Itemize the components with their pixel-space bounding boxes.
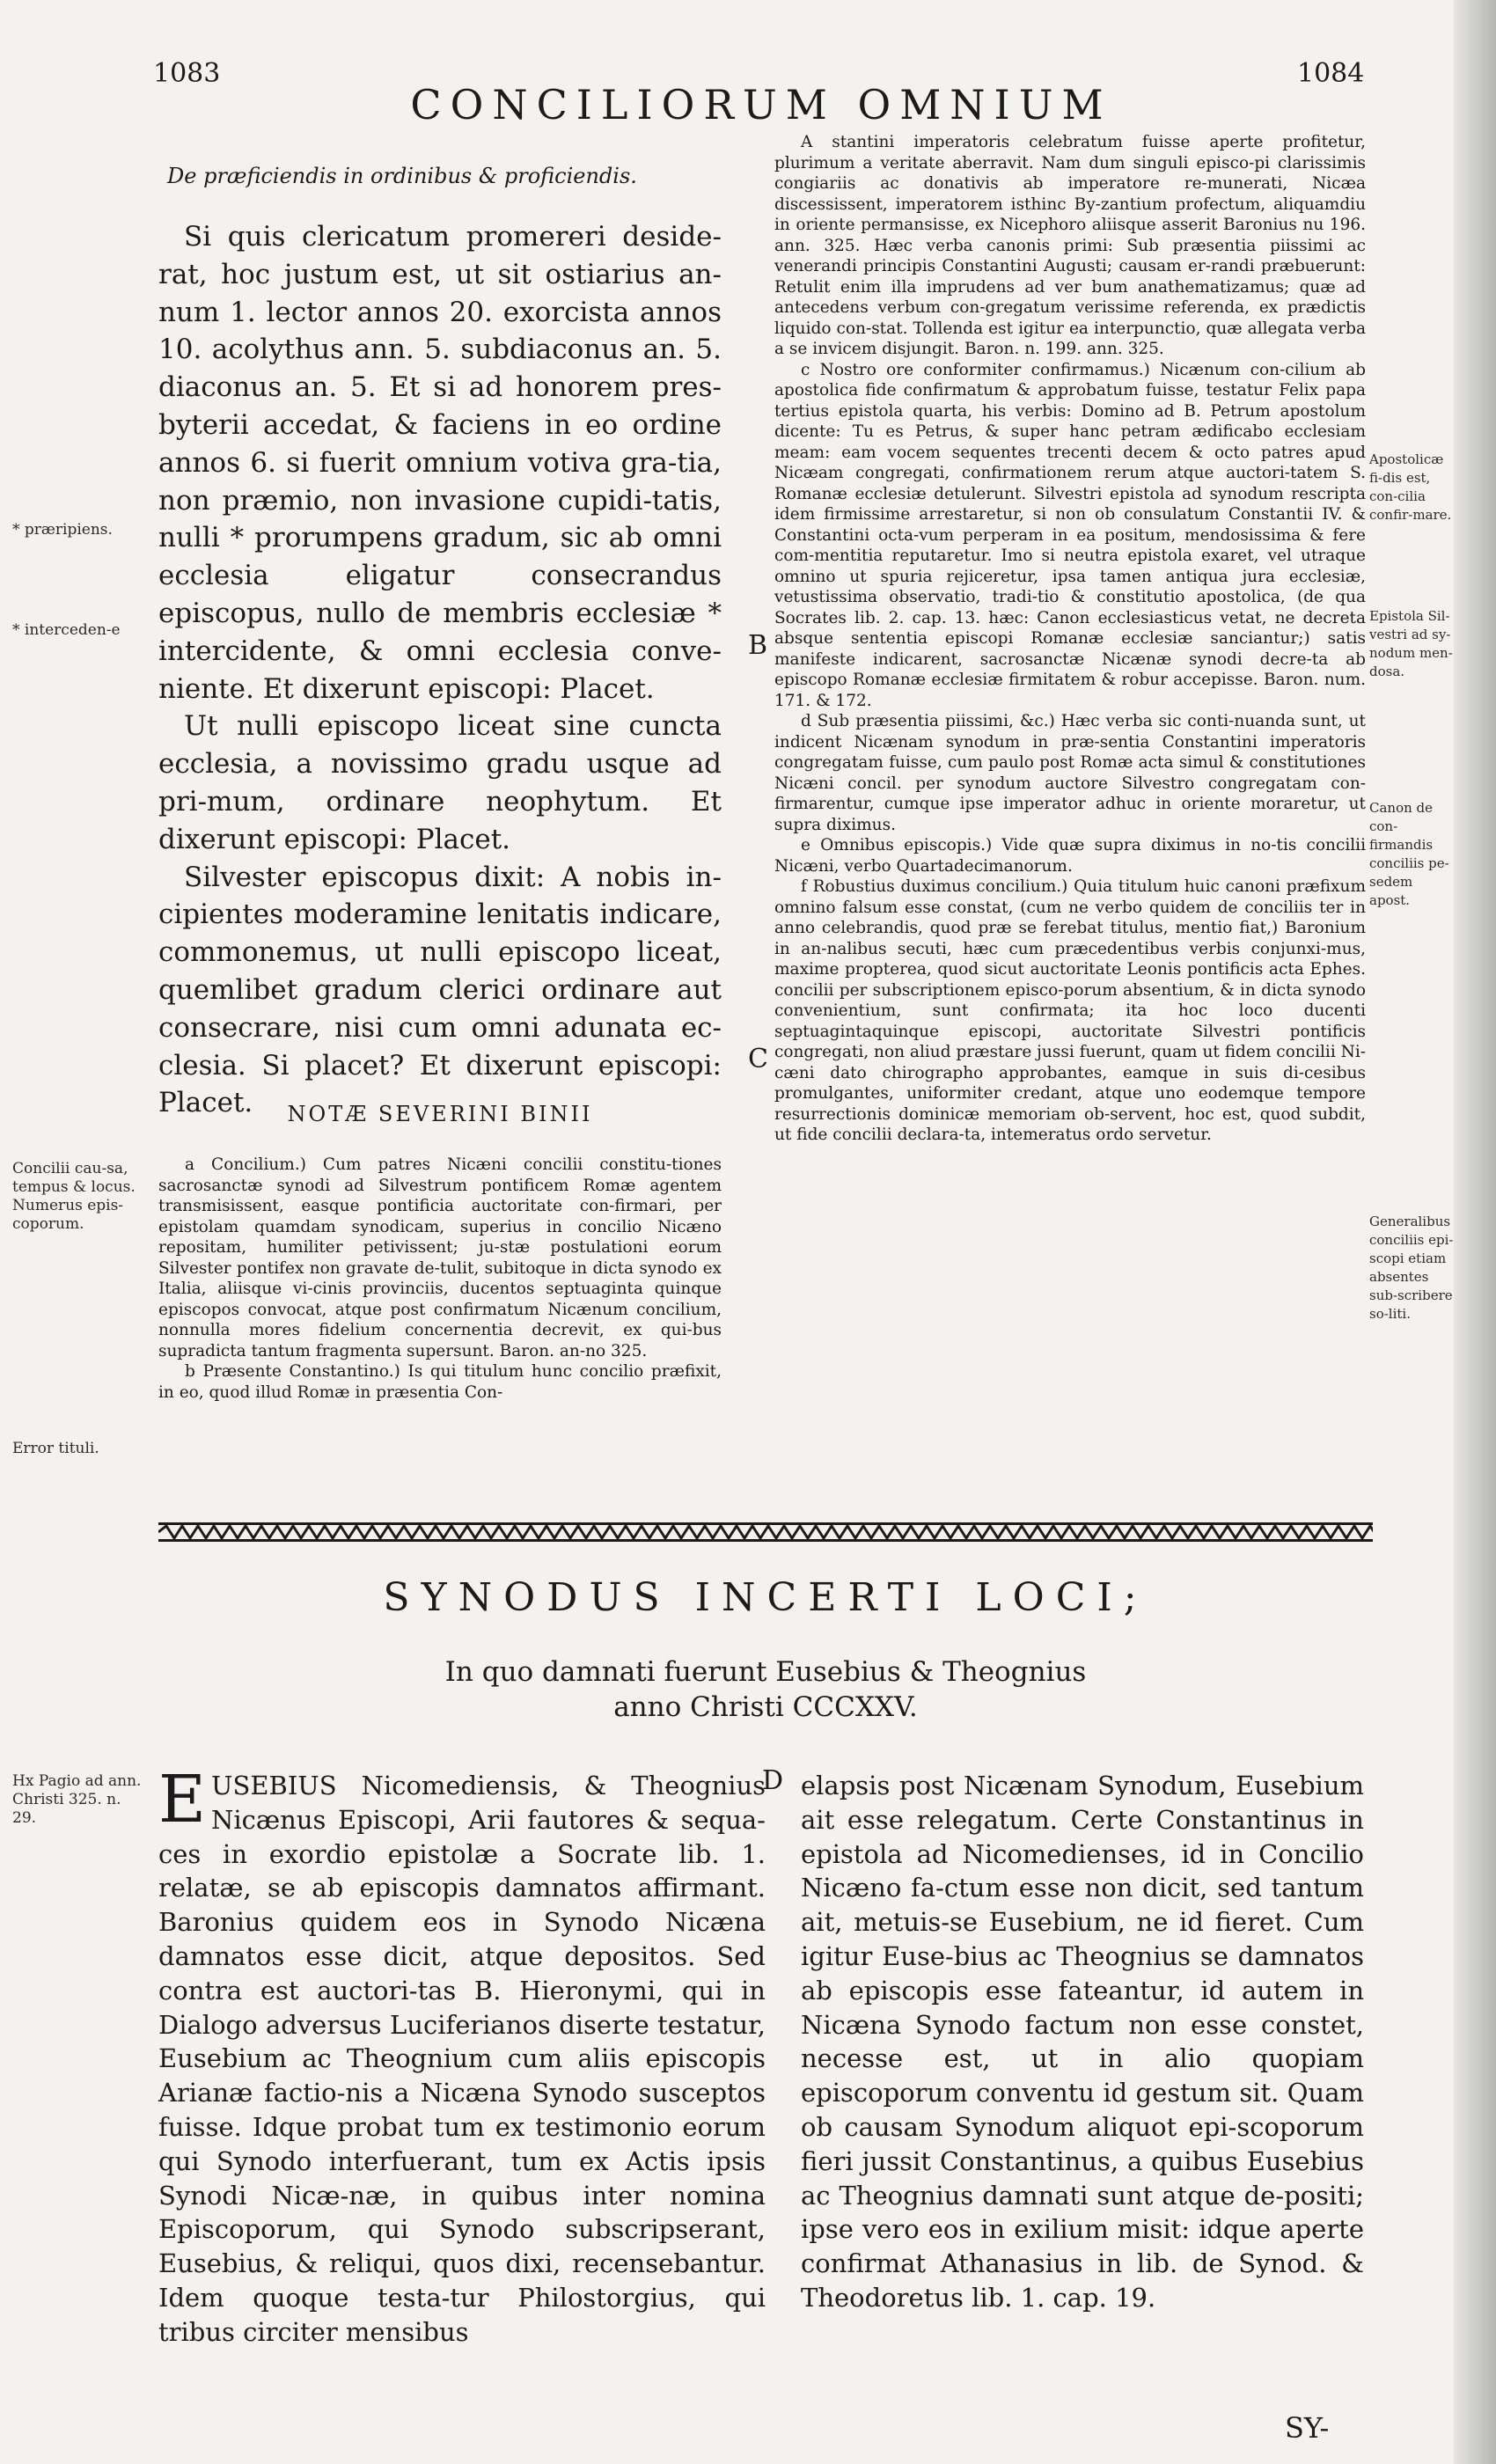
synodus-subtitle-line2: anno Christi CCCXXV. [613,1691,918,1723]
page-number-right: 1084 [1297,58,1365,89]
synodus-body-left [158,1762,766,2350]
margin-note-generalibus: Generalibus conciliis epi-scopi etiam absentes sub-scribere so-liti. [1369,1214,1454,1322]
canon-paragraph: Si quis clericatum promereri deside-rat, hoc justum est, ut sit ostiarius an-num 1. lector annos 20. exorcista annos 10. acolythus ann. 5. subdiaconus an. 5. diaconus an. 5. Et si ad honorem pres-byterii accedat, & faciens in eo ordine annos 6. si fuerit omnium votiva gra-tia, non præmio, non invasione cupidi-tatis, nulli * prorumpens gradum, sic ab omni ecclesia eligatur consecrandus episcopus, nullo de membris ecclesiæ * intercidente, & omni ecclesia conve-niente. Et dixerunt episcopi: Placet. [158,221,722,705]
section-letter-d: D [762,1765,784,1796]
note-paragraph: a Concilium.) Cum patres Nicæni concilii constitu-tiones sacrosanctæ synodi ad Silvestrum pontificem Romæ agentem transmisissent, easque pontificia auctoritate con-firmari, per epistolam quamdam synodicam, superius in concilio Nicæno repositam, humiliter petivissent; ju-stæ postulationi eorum Silvester pontifex non gravate de-tulit, subitoque in dicta synodo ex Italia, aliisque vi-cinis provinciis, ducentos septuaginta quinque episcopos convocat, atque post confirmatum Nicænum concilium, nonnulla mores fidelium concernentia decrevit, ex qui-bus supradicta tantum fragmenta supersunt. Baron. an-no 325. [158,1155,722,1360]
drop-cap: E [158,1762,207,1837]
canon-text [158,218,722,1122]
notes-left [158,1155,722,1403]
note-paragraph: f Robustius duximus concilium.) Quia titulum huic canoni præfixum omnino falsum esse constat, (cum ne verbo quidem de conciliis ter in anno celebrandis, quod præ se ferebat titulus, mentio fiat,) Baronium in an-nalibus secuti, hæc cum præcedentibus verbis conjunxi-mus, maxime propterea, quod sicut auctoritate Leonis pontificis acta Ephes. concilii per subscriptionem episco-porum absentium, & in dicta synodo convenientium, sunt confirmata; ita hoc loco ducenti septuagintaquinque episcopi, auctoritate Silvestri pontificis congregati, non aliud præstare jussi fuerunt, quam ut fidem concilii Ni-cæni dato chirographo approbantes, eamque in suis di-cesibus promulgantes, uniformiter credant, atque uno eodemque tempore resurrectionis dominicæ memoriam ob-servent, hoc est, quod subdit, ut fide concilii declara-ta, intemeratus ordo servetur. [774,877,1366,1144]
margin-note-praeripiens: * præripiens. [12,521,113,539]
note-paragraph: c Nostro ore conformiter confirmamus.) Nicænum con-cilium ab apostolica fide confirmatum & approbatum fuisse, testatur Felix papa tertius epistola quarta, his verbis: Domino ad B. Petrum apostolum dicente: Tu es Petrus, & super hanc petram ædificabo ecclesiam meam: eam vocem sequentes trecenti decem & octo patres apud Nicæam congregati, confirmationem rerum atque auctori-tatem S. Romanæ ecclesiæ detulerunt. Silvestri epistola ad synodum rescripta idem firmissime arrestaretur, si non ob consulatum Constantii IV. & Constantini octa-vum perperam in ea positum, mendosissima & fere com-mentitia reputaretur. Imo si neutra epistola exaret, vel utraque omnino ut spuria rejiceretur, ipsa tamen antiqua jura ecclesiæ, vetustissima observatio, tradi-tio & constitutio apostolica, (de qua Socrates lib. 2. cap. 13. hæc: Canon ecclesiasticus vetat, ne decreta absque sententia episcopi Romanæ ecclesiæ sanciantur;) satis manifeste indicarent, sacrosanctæ Nicænæ synodi decre-ta ab episcopo Romanæ ecclesiæ firmitatem & robur accepisse. Baron. num. 171. & 172. [774,360,1366,710]
notes-right [774,132,1366,1146]
note-paragraph: d Sub præsentia piissimi, &c.) Hæc verba sic conti-nuanda sunt, ut indicent Nicænam synodum in præ-sentia Constantini imperatoris congregatam fuisse, cum paulo post Romæ acta simul & constitutiones Nicæni concil. per synodum auctore Silvestro congregatam con-firmarentur, cumque ipse imperator adhuc in oriente moraretur, ut supra diximus. [774,712,1366,834]
canon-paragraph: Ut nulli episcopo liceat sine cuncta ecclesia, a novissimo gradu usque ad pri-mum, ordinare neophytum. Et dixerunt episcopi: Placet. [158,710,722,855]
synodus-subtitle-line1: In quo damnati fuerunt Eusebius & Theognius [444,1656,1087,1688]
note-paragraph: e Omnibus episcopis.) Vide quæ supra diximus in no-tis concilii Nicæni, verbo Quartadecimanorum. [774,836,1366,876]
page-gutter-shadow [1454,0,1496,2464]
ornamental-divider [158,1521,1373,1544]
synodus-body-right [801,1769,1364,2315]
margin-note-error-tituli: Error tituli. [12,1440,99,1457]
margin-note-concilii-causa: Concilii cau-sa, tempus & locus. Numerus epis-coporum. [12,1160,136,1233]
section-letter-c: C [748,1044,768,1074]
page-number-left: 1083 [153,58,221,89]
margin-note-canon: Canon de con-firmandis conciliis pe-sedem apost. [1369,800,1449,908]
synodus-right-text: elapsis post Nicænam Synodum, Eusebium ait esse relegatum. Certe Constantinus in epistola ad Nicomedienses, id in Concilio Nicæno fa-ctum esse non dicit, sed tantum ait, metuis-se Eusebium, ne id fieret. Cum igitur Euse-bius ac Theognius se damnatos ab episcopis esse fateantur, id autem in Nicæna Synodo factum non esse constet, necesse est, ut in alio quopiam episcoporum conventu id gestum sit. Quam ob causam Synodum aliquot epi-scoporum fieri jussit Constantinus, a quibus Eusebius ac Theognius damnati sunt atque de-positi; ipse vero eos in exilium misit: idque aperte confirmat Athanasius in lib. de Synod. & Theodoretus lib. 1. cap. 19. [801,1771,1364,2313]
note-paragraph: b Præsente Constantino.) Is qui titulum hunc concilio præfixit, in eo, quod illud Romæ in præsentia Con- [158,1362,722,1402]
margin-note-epistola: Epistola Sil-vestri ad sy-nodum men-dosa. [1369,608,1453,679]
margin-note-intercedente: * interceden-e [12,621,121,639]
notes-heading: NOTÆ SEVERINI BINII [287,1102,593,1126]
margin-note-apostolicae: Apostolicæ fi-dis est, con-cilia confir-mare. [1369,451,1452,523]
section-title: De præficiendis in ordinibus & proficiendis. [167,164,637,188]
synodus-subtitle [387,1654,1144,1725]
canon-paragraph: Silvester episcopus dixit: A nobis in-cipientes moderamine lenitatis indicare, commonemus, ut nulli episcopo liceat, quemlibet gradum clerici ordinare aut consecrare, nisi cum omni adunata ec-clesia. Si placet? Et dixerunt episcopi: Placet. [158,861,722,1119]
catchword: SY- [1285,2411,1330,2445]
running-head: CONCILIORUM OMNIUM [410,81,1112,128]
synodus-left-text: USEBIUS Nicomediensis, & Theognius Nicænus Episcopi, Arii fautores & sequa-ces in exordio epistolæ a Socrate lib. 1. relatæ, se ab episcopis damnatos affirmant. Baronius quidem eos in Synodo Nicæna damnatos esse dicit, atque depositos. Sed contra est auctori-tas B. Hieronymi, qui in Dialogo adversus Luciferianos diserte testatur, Eusebium ac Theognium cum aliis episcopis Arianæ factio-nis a Nicæna Synodo susceptos fuisse. Idque probat tum ex testimonio eorum qui Synodo interfuerant, tum ex Actis ipsis Synodi Nicæ-næ, in quibus inter nomina Episcoporum, qui Synodo subscripserant, Eusebius, & reliqui, quos dixi, recensebantur. Idem quoque testa-tur Philostorgius, qui tribus circiter mensibus [158,1771,766,2347]
margin-note-hx-pagio: Hx Pagio ad ann. Christi 325. n. 29. [12,1772,142,1827]
note-paragraph: A stantini imperatoris celebratum fuisse aperte profitetur, plurimum a veritate aberravit. Nam dum singuli episco-pi clarissimis congiariis ac donativis ab imperatore re-munerati, Nicæa discessissent, imperatorem isthinc By-zantium profectum, aliquamdiu in oriente permansisse, ex Nicephoro aliisque asserit Baronius nu 196. ann. 325. Hæc verba canonis primi: Sub præsentia piissimi ac venerandi principis Constantini Augusti; causam er-randi præbuerunt: Retulit enim illa imprudens ad ver bum anathematizamus; quæ ad antecedens verbum con-gregatum verissime referenda, ex prædictis liquido con-stat. Tollenda est igitur ea interpunctio, quæ allegata verba a se invicem disjungit. Baron. n. 199. ann. 325. [774,133,1366,358]
section-letter-b: B [748,630,768,661]
synodus-title: SYNODUS INCERTI LOCI; [383,1575,1148,1620]
